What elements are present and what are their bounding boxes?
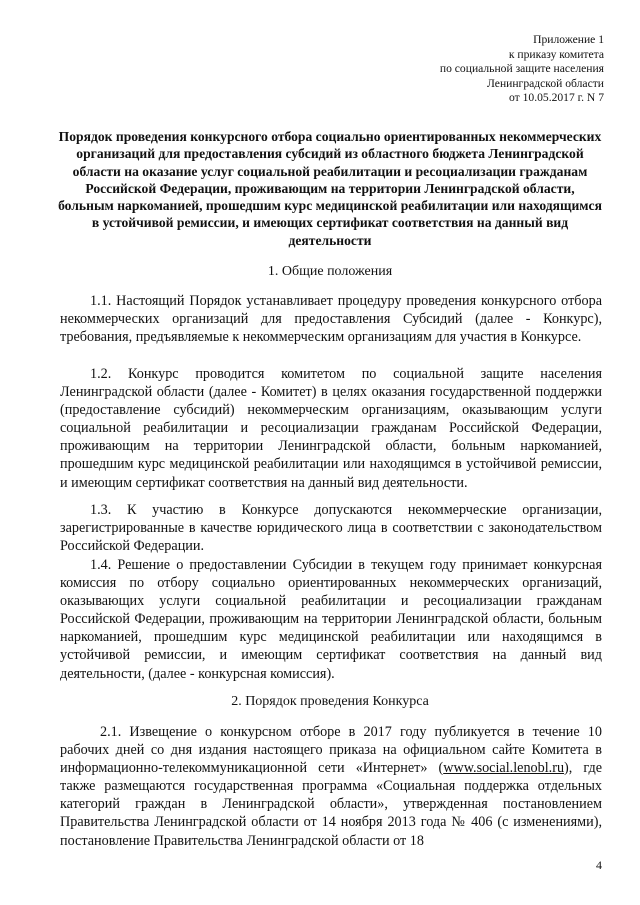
paragraph-2-1 — [60, 723, 602, 850]
section-heading-procedure: 2. Порядок проведения Конкурса — [231, 694, 429, 709]
appendix-line: к приказу комитета — [508, 47, 604, 61]
website-link[interactable]: www.social.lenobl.ru — [443, 760, 565, 777]
appendix-line: от 10.05.2017 г. N 7 — [509, 91, 604, 105]
paragraph-1-1: 1.1. Настоящий Порядок устанавливает процедуру проведения конкурсного отбора некоммерческих организаций для предоставления Субсидий (далее - Конкурс), требования, предъявляемые к некоммерческим организациям для участия в Конкурсе. — [60, 293, 602, 346]
page-number: 4 — [596, 858, 602, 872]
section-heading-general: 1. Общие положения — [267, 264, 393, 279]
paragraph-1-2: 1.2. Конкурс проводится комитетом по социальной защите населения Ленинградской области (далее - Комитет) в целях оказания государственной поддержки (предоставление субсидий) некоммерческим организациям, оказывающим услуги социальной реабилитации и ресоциализации гражданам Российской Федерации, проживающим на территории Ленинградской области, больным наркоманией, прошедшим курс медицинской реабилитации или находящимся в устойчивой ремиссии, и имеющим сертификат соответствия на данный вид деятельности. — [60, 366, 602, 491]
paragraph-1-4: 1.4. Решение о предоставлении Субсидии в текущем году принимает конкурсная комиссия по отбору социально ориентированных некоммерческих организаций, оказывающих услуги социальной реабилитации и ресоциализации гражданам Российской Федерации, проживающим на территории Ленинградской области, больным наркоманией, прошедшим курс медицинской реабилитации или находящимся в устойчивой ремиссии, и имеющим сертификат соответствия на данный вид деятельности, (далее - конкурсная комиссия). — [60, 557, 602, 682]
appendix-line: Приложение 1 — [533, 33, 604, 46]
document-title: Порядок проведения конкурсного отбора социально ориентированных некоммерческих организаций для предоставления субсидий из областного бюджета Ленинградской области на оказание услуг социальной реабилитации и ресоциализации гражданам Российской Федерации, проживающим на территории Ленинградской области, больным наркоманией, прошедшим курс медицинской реабилитации или находящимся в устойчивой ремиссии, и имеющих сертификат соответствия на данный вид деятельности — [58, 129, 602, 248]
appendix-line: Ленинградской области — [487, 76, 604, 90]
appendix-line: по социальной защите населения — [439, 62, 604, 76]
paragraph-2-1-text: 2.1. Извещение о конкурсном отборе в 2017 году публикуется в течение 10 рабочих дней со дня издания настоящего приказа на официальном сайте Комитета в информационно-телекоммуникационной сети «Интернет» ( — [60, 724, 602, 777]
appendix-header — [304, 33, 604, 106]
paragraph-2-1-text-cont: ), где также размещаются государственная программа «Социальная поддержка отдельных категорий граждан в Ленинградской области», утвержденная постановлением Правительства Ленинградской области от 14 ноября 2013 года № 406 (с изменениями), постановление Правительства Ленинградской области от 18 — [60, 760, 603, 849]
paragraph-1-3: 1.3. К участию в Конкурсе допускаются некоммерческие организации, зарегистрированные в качестве юридического лица в соответствии с законодательством Российской Федерации. — [60, 502, 602, 555]
